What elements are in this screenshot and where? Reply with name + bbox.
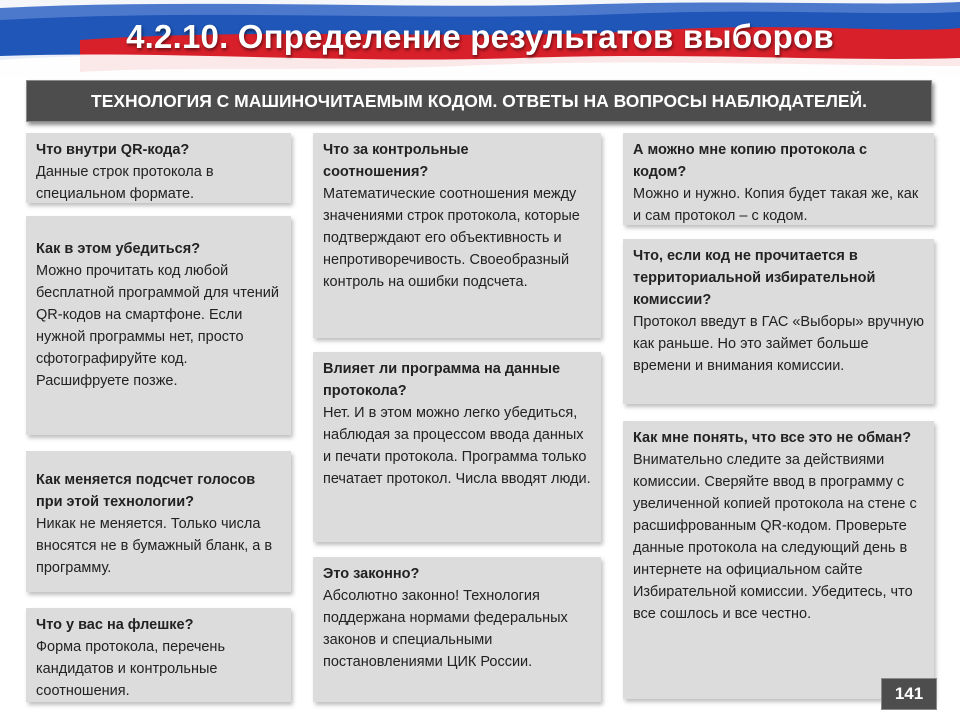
answer: Никак не меняется. Только числа вносятся не в бумажный бланк, а в программу. <box>36 516 273 576</box>
answer: Можно и нужно. Копия будет такая же, как и сам протокол – с кодом. <box>633 186 919 224</box>
answer: Математические соотношения между значениями строк протокола, которые подтверждают его объективность и непротиворечивость. Своеобразный контроль на ошибки подсчета. <box>323 186 580 290</box>
question: Что, если код не прочитается в территориальной избирательной комиссии? <box>633 248 876 308</box>
answer: Можно прочитать код любой бесплатной программой для чтений QR-кодов на смартфоне. Если нужной программы нет, просто сфотографируйте код. Расшифруете позже. <box>36 263 279 389</box>
qa-card <box>26 133 291 203</box>
qa-card <box>26 451 291 592</box>
question: Это законно? <box>323 566 420 582</box>
question: Что за контрольные соотношения? <box>323 142 469 180</box>
qa-card <box>623 421 934 699</box>
qa-card <box>623 133 934 225</box>
question: Что у вас на флешке? <box>36 617 194 633</box>
question: Влияет ли программа на данные протокола? <box>323 361 561 399</box>
answer: Данные строк протокола в специальном формате. <box>36 164 214 202</box>
question: Как меняется подсчет голосов при этой технологии? <box>36 472 256 510</box>
qa-card <box>26 216 291 435</box>
qa-card <box>313 352 601 542</box>
answer: Абсолютно законно! Технология поддержана нормами федеральных законов и специальными постановлениями ЦИК России. <box>323 588 568 670</box>
qa-card <box>26 608 291 702</box>
qa-card <box>313 557 601 702</box>
slide-title: 4.2.10. Определение результатов выборов <box>126 18 834 55</box>
answer: Форма протокола, перечень кандидатов и контрольные соотношения. <box>36 639 225 699</box>
answer: Внимательно следите за действиями комиссии. Сверяйте ввод в программу с увеличенной копией протокола на стене с расшифрованным QR-кодом. Проверьте данные протокола на следующий день в интернете на официальном сайте Избирательной комиссии. Убедитесь, что все сошлось и все честно. <box>633 452 917 622</box>
qa-card <box>313 133 601 338</box>
qa-card <box>623 239 934 404</box>
subtitle-bar: ТЕХНОЛОГИЯ С МАШИНОЧИТАЕМЫМ КОДОМ. ОТВЕТЫ НА ВОПРОСЫ НАБЛЮДАТЕЛЕЙ. <box>26 80 932 122</box>
answer: Протокол введут в ГАС «Выборы» вручную как раньше. Но это займет больше времени и внимания комиссии. <box>633 314 924 374</box>
answer: Нет. И в этом можно легко убедиться, наблюдая за процессом ввода данных и печати протокола. Программа только печатает протокол. Числа вводят люди. <box>323 405 591 487</box>
question: Как в этом убедиться? <box>36 241 201 257</box>
question: Что внутри QR-кода? <box>36 142 190 158</box>
question: А можно мне копию протокола с кодом? <box>633 142 868 180</box>
question: Как мне понять, что все это не обман? <box>633 430 912 446</box>
page-number-badge: 141 <box>881 678 937 710</box>
